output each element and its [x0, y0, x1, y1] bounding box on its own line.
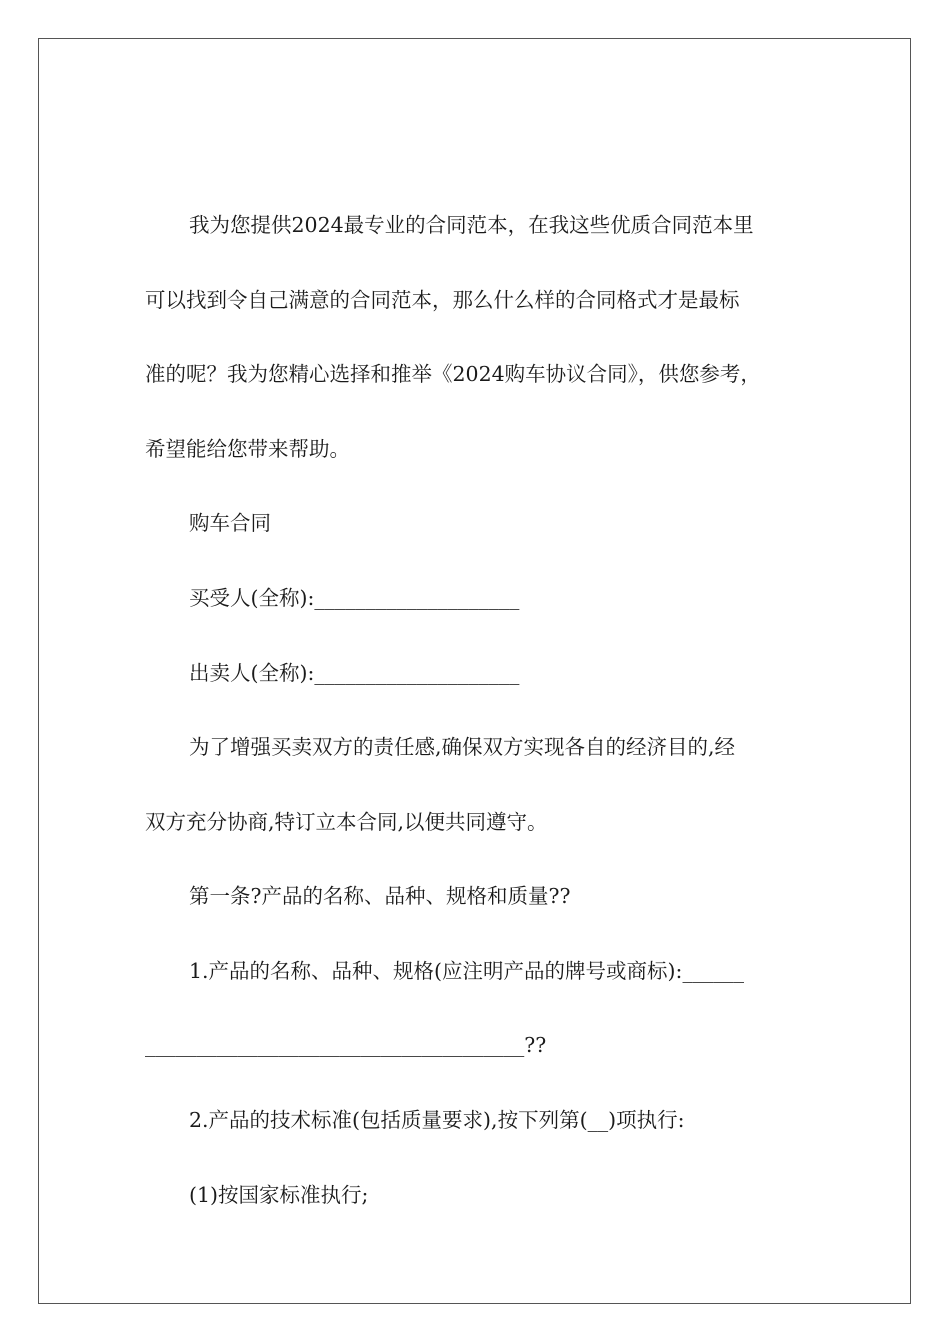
clause-2-item-1: (1)按国家标准执行;	[189, 1183, 369, 1207]
seller-field: 出卖人(全称):____________________	[189, 661, 520, 685]
preamble-line-1: 为了增强买卖双方的责任感,确保双方实现各自的经济目的,经	[189, 735, 736, 759]
clause-1-line-2: _____________________________________??	[145, 1033, 547, 1057]
intro-line-1: 我为您提供2024最专业的合同范本，在我这些优质合同范本里	[189, 213, 754, 237]
intro-line-3: 准的呢？我为您精心选择和推举《2024购车协议合同》，供您参考，	[145, 362, 761, 386]
clause-1-line-1: 1.产品的名称、品种、规格(应注明产品的牌号或商标):______	[189, 959, 744, 983]
contract-title: 购车合同	[189, 511, 271, 535]
buyer-field: 买受人(全称):____________________	[189, 586, 520, 610]
intro-line-2: 可以找到令自己满意的合同范本，那么什么样的合同格式才是最标	[145, 288, 740, 312]
clause-2: 2.产品的技术标准(包括质量要求),按下列第(__)项执行:	[189, 1108, 685, 1132]
intro-line-4: 希望能给您带来帮助。	[145, 437, 350, 461]
article-1-heading: 第一条?产品的名称、品种、规格和质量??	[189, 884, 571, 908]
preamble-line-2: 双方充分协商,特订立本合同,以便共同遵守。	[145, 810, 548, 834]
